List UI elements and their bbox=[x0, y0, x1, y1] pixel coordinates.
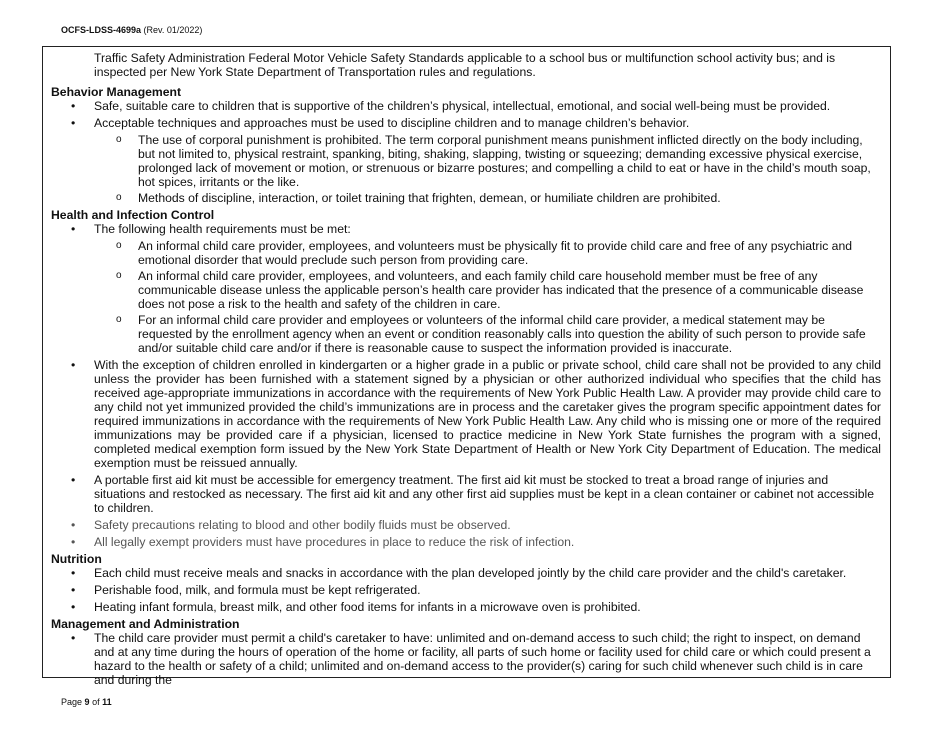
list-item bbox=[51, 535, 881, 549]
sub-list-item-text: Methods of discipline, interaction, or toilet training that frighten, demean, or humiliate children are prohibited. bbox=[138, 191, 721, 205]
list-item bbox=[51, 600, 881, 614]
list-item-text: Safe, suitable care to children that is supportive of the children’s physical, intellectual, emotional, and social well-being must be provided. bbox=[94, 99, 831, 113]
form-code: OCFS-LDSS-4699a bbox=[61, 25, 142, 35]
page-label: Page bbox=[61, 697, 83, 707]
document-body bbox=[42, 46, 891, 687]
list-item-text: With the exception of children enrolled in kindergarten or a higher grade in a public or private school, child care shall not be provided to any child unless the provider has been furnished with a statement signed by a physician or other authorized individual who specifies that the child has received age-appropriate immunizations in accordance with the requirements of New York Public Health Law. A provider may provide child care to any child not yet immunized provided the child’s immunizations are in process and the caretaker gives the program specific appointment dates for required immunizations in accordance with the requirements of New York Public Health Law. Any child who is missing one or more of the required immunizations may be provided care if a physician, licensed to practice medicine in New York State furnishes the program with a signed, completed medical exemption form issued by the New York State Department of Health or New York City Department of Education. The medical exemption must be reissued annually. bbox=[94, 358, 881, 470]
list-item bbox=[51, 222, 881, 355]
list-item bbox=[51, 116, 881, 205]
sub-list-item-text: An informal child care provider, employees, and volunteers must be physically fit to provide child care and free of any psychiatric and emotional disorder that would preclude such person from providing care. bbox=[138, 239, 853, 267]
page-current: 9 bbox=[84, 697, 90, 707]
list-item-text: A portable first aid kit must be accessible for emergency treatment. The first aid kit must be stocked to treat a broad range of injuries and situations and restocked as necessary. The first aid kit and any other first aid supplies must be kept in a clean container or cabinet not accessible to children. bbox=[94, 473, 874, 515]
section-title-nutrition: Nutrition bbox=[51, 552, 102, 566]
sub-list-item-text: For an informal child care provider and employees or volunteers of the informal child care provider, a medical statement may be requested by the enrollment agency when an event or condition reasonably calls into question the ability of such person to provide safe and/or suitable child care and/or if there is reasonable cause to suspect the information provided is inaccurate. bbox=[138, 313, 866, 355]
behavior-sublist bbox=[94, 133, 881, 205]
list-item-text: Acceptable techniques and approaches must be used to discipline children and to manage children’s behavior. bbox=[94, 116, 690, 130]
section-title-behavior: Behavior Management bbox=[51, 85, 182, 99]
nutrition-list bbox=[51, 566, 881, 614]
list-item-text: All legally exempt providers must have procedures in place to reduce the risk of infection. bbox=[94, 535, 575, 549]
form-revision: (Rev. 01/2022) bbox=[143, 25, 203, 35]
sub-list-item bbox=[94, 239, 881, 267]
page-number bbox=[61, 697, 112, 708]
sub-list-item-text: The use of corporal punishment is prohibited. The term corporal punishment means punishment inflicted directly on the body including, but not limited to, physical restraint, spanking, biting, shaking, slapping, twisting or squeezing; demanding excessive physical exercise, prolonged lack of movement or motion, or strenuous or bizarre postures; and compelling a child to eat or have in the child’s mouth soap, hot spices, irritants or the like. bbox=[138, 133, 871, 189]
sub-list-item bbox=[94, 191, 881, 205]
list-item bbox=[51, 583, 881, 597]
list-item bbox=[51, 518, 881, 532]
form-identifier bbox=[61, 25, 202, 36]
page-total: 11 bbox=[102, 697, 112, 707]
list-item bbox=[51, 631, 881, 687]
list-item bbox=[51, 358, 881, 470]
management-list bbox=[51, 631, 881, 687]
list-item-text: The child care provider must permit a child's caretaker to have: unlimited and on-demand access to such child; the right to inspect, on demand and at any time during the hours of operation of the home or facility, all parts of such home or facility used for child care or which could present a hazard to the health or safety of a child; unlimited and on-demand access to the provider(s) caring for such child whenever such child is in care and during the bbox=[94, 631, 871, 687]
intro-paragraph: Traffic Safety Administration Federal Motor Vehicle Safety Standards applicable to a school bus or multifunction school activity bus; and is inspected per New York State Department of Transportation rules and regulations. bbox=[94, 51, 836, 79]
sub-list-item bbox=[94, 269, 881, 311]
sub-list-item bbox=[94, 313, 881, 355]
page-of: of bbox=[92, 697, 100, 707]
health-list bbox=[51, 222, 881, 549]
sub-list-item bbox=[94, 133, 881, 189]
list-item-text: Perishable food, milk, and formula must be kept refrigerated. bbox=[94, 583, 421, 597]
document-content bbox=[51, 51, 881, 690]
list-item bbox=[51, 473, 881, 515]
list-item-text: The following health requirements must be met: bbox=[94, 222, 351, 236]
section-title-health: Health and Infection Control bbox=[51, 208, 215, 222]
health-sublist bbox=[94, 239, 881, 355]
behavior-list bbox=[51, 99, 881, 205]
list-item-text: Heating infant formula, breast milk, and other food items for infants in a microwave oven is prohibited. bbox=[94, 600, 641, 614]
list-item bbox=[51, 99, 881, 113]
section-title-management: Management and Administration bbox=[51, 617, 240, 631]
sub-list-item-text: An informal child care provider, employees, and volunteers, and each family child care household member must be free of any communicable disease unless the applicable person’s health care provider has indicated that the presence of a communicable disease does not pose a risk to the health and safety of the children in care. bbox=[138, 269, 864, 311]
list-item-text: Each child must receive meals and snacks in accordance with the plan developed jointly by the child care provider and the child's caretaker. bbox=[94, 566, 847, 580]
list-item bbox=[51, 566, 881, 580]
list-item-text: Safety precautions relating to blood and other bodily fluids must be observed. bbox=[94, 518, 511, 532]
